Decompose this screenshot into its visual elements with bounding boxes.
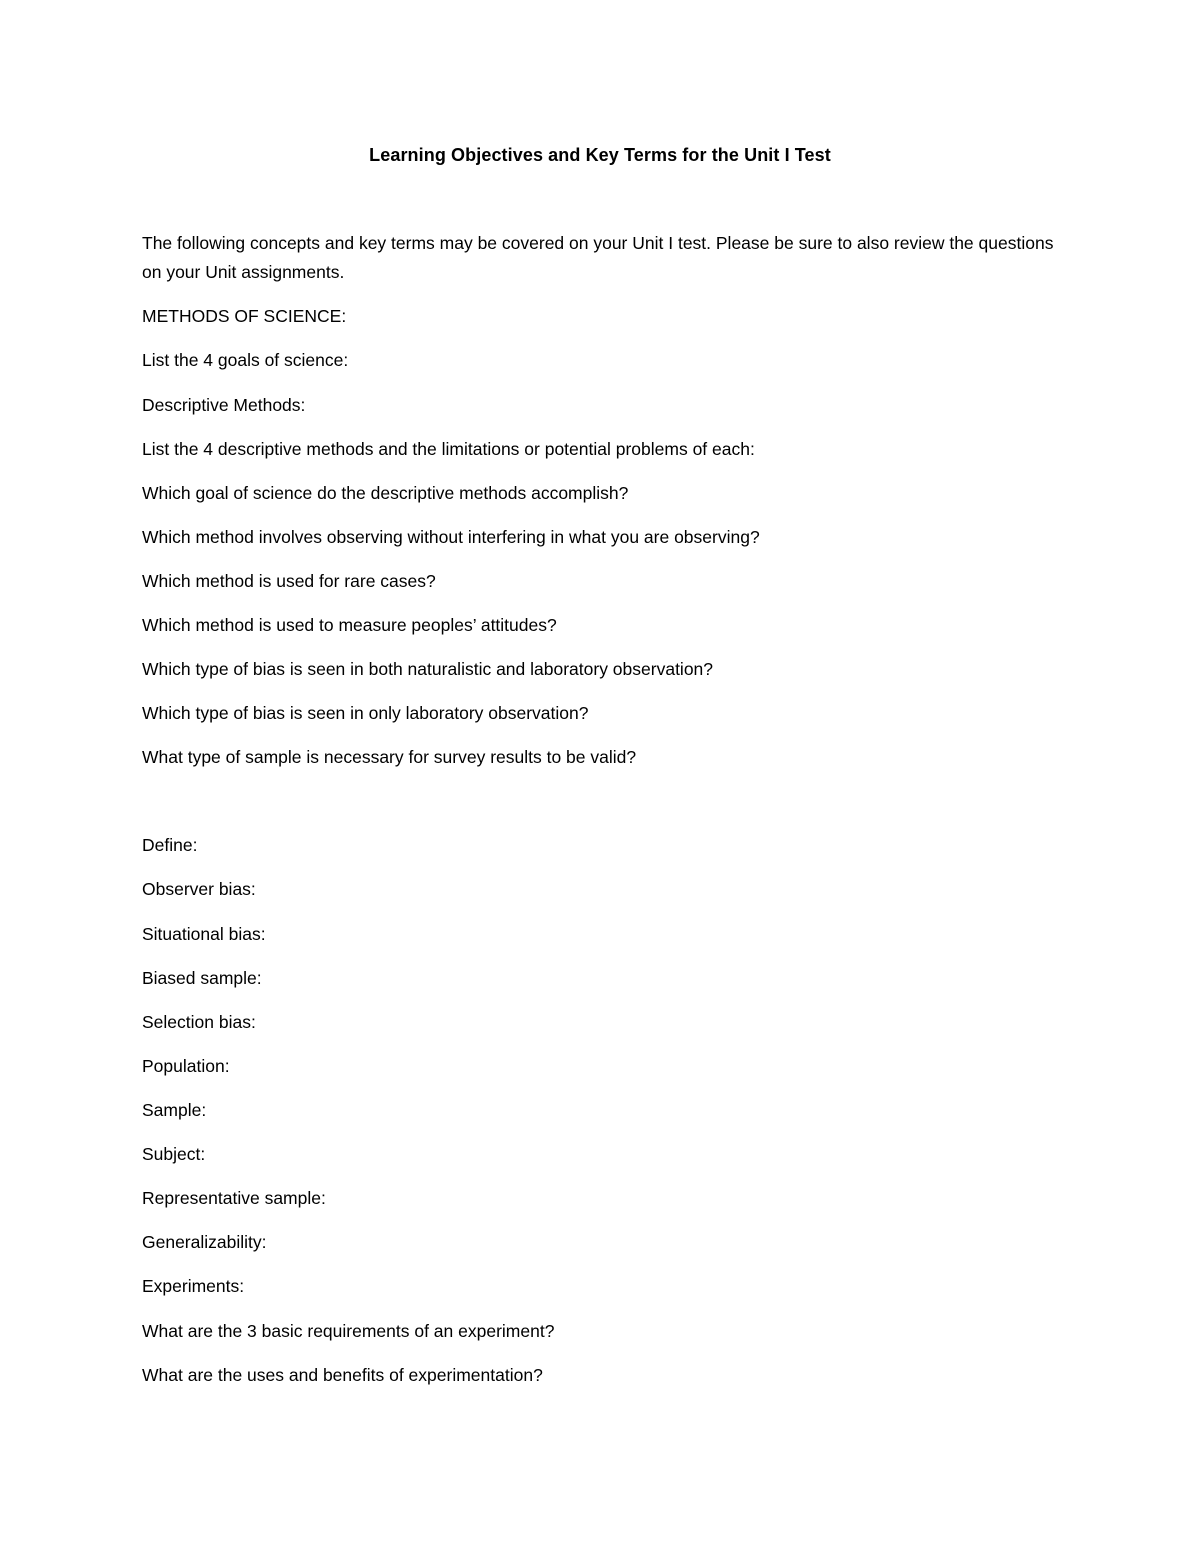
document-title: Learning Objectives and Key Terms for the Unit I Test <box>369 145 831 165</box>
term-subject: Subject: <box>142 1144 206 1164</box>
term-situational-bias: Situational bias: <box>142 924 266 944</box>
term-representative-sample: Representative sample: <box>142 1188 326 1208</box>
section-heading-methods-of-science: METHODS OF SCIENCE: <box>142 306 347 326</box>
question-experiment-requirements: What are the 3 basic requirements of an experiment? <box>142 1321 555 1341</box>
question-goals-of-science: List the 4 goals of science: <box>142 350 349 370</box>
subheading-descriptive-methods: Descriptive Methods: <box>142 395 306 415</box>
question-bias-both-observation: Which type of bias is seen in both naturalistic and laboratory observation? <box>142 659 714 679</box>
term-biased-sample: Biased sample: <box>142 968 262 988</box>
subheading-define: Define: <box>142 835 198 855</box>
subheading-experiments: Experiments: <box>142 1276 245 1296</box>
question-descriptive-methods-limitations: List the 4 descriptive methods and the limitations or potential problems of each: <box>142 439 755 459</box>
question-experiment-benefits: What are the uses and benefits of experimentation? <box>142 1365 543 1385</box>
term-sample: Sample: <box>142 1100 207 1120</box>
question-observing-without-interfering: Which method involves observing without interfering in what you are observing? <box>142 527 760 547</box>
question-measure-attitudes: Which method is used to measure peoples’ attitudes? <box>142 615 557 635</box>
question-bias-laboratory-only: Which type of bias is seen in only laboratory observation? <box>142 703 589 723</box>
question-goal-accomplished: Which goal of science do the descriptive methods accomplish? <box>142 483 629 503</box>
term-generalizability: Generalizability: <box>142 1232 267 1252</box>
question-rare-cases: Which method is used for rare cases? <box>142 571 436 591</box>
term-population: Population: <box>142 1056 230 1076</box>
intro-paragraph: The following concepts and key terms may be covered on your Unit I test. Please be sure to also review the questions on your Unit assignments. <box>142 233 1054 282</box>
question-sample-valid: What type of sample is necessary for survey results to be valid? <box>142 747 637 767</box>
term-observer-bias: Observer bias: <box>142 879 256 899</box>
term-selection-bias: Selection bias: <box>142 1012 256 1032</box>
